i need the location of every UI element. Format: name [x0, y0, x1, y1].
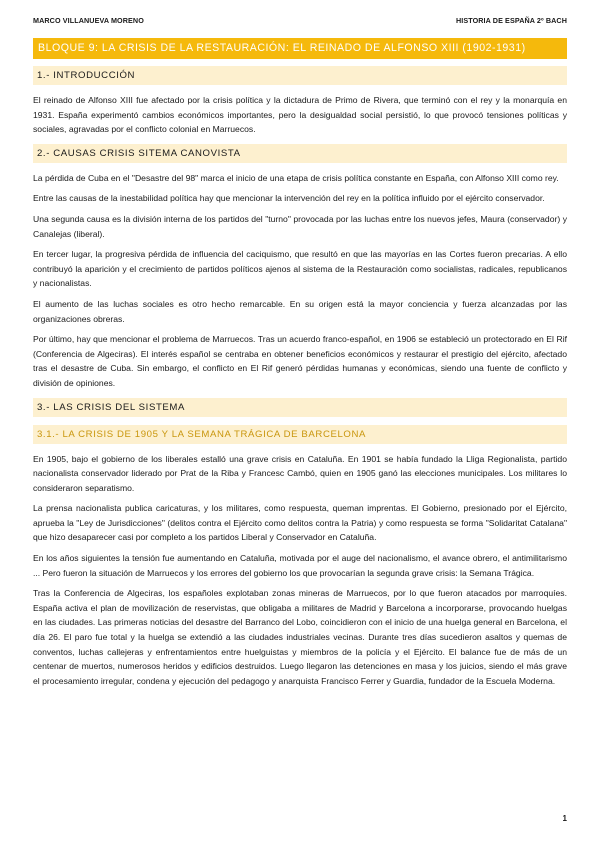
block-title: BLOQUE 9: LA CRISIS DE LA RESTAURACIÓN: EL REINADO DE ALFONSO XIII (1902-1931) — [33, 38, 567, 59]
paragraph: Entre las causas de la inestabilidad política hay que mencionar la intervención del rey en la política influido por el ejército conservador. — [33, 193, 545, 204]
page-number: 1 — [562, 814, 567, 823]
paragraph: La pérdida de Cuba en el "Desastre del 98" marca el inicio de una etapa de crisis política constante en España, con Alfonso XIII como rey. — [33, 172, 559, 183]
paragraph: En los años siguientes la tensión fue aumentando en Cataluña, motivada por el auge del nacionalismo, el avance obrero, el antimilitarismo ... Pero fueron la situación de Marruecos y los errores del gobierno los que provocarían la segunda grave crisis: la Semana Trágica. — [33, 553, 567, 578]
author-name: MARCO VILLANUEVA MORENO — [33, 16, 144, 25]
running-header — [33, 16, 567, 25]
paragraph: La prensa nacionalista publica caricaturas, y los militares, como respuesta, queman imprentas. El Gobierno, presionado por el Ejército, aprueba la "Ley de Jurisdicciones" (delitos contra el Ejército como delitos contra la Patria) y como respuesta se forma "Solidaritat Catalana" que hizo desaparecer casi por completo a los partidos Liberal y Conservador en Cataluña. — [33, 503, 567, 543]
paragraph: En tercer lugar, la progresiva pérdida de influencia del caciquismo, que resultó en que las mayorías en las Cortes fueron precarias. A ello contribuyó la aparición y el crecimiento de partidos políticos ajenos al sistema de la Restauración como socialistas, radicales, republicanos y nacionalistas. — [33, 249, 567, 289]
paragraph: El aumento de las luchas sociales es otro hecho remarcable. En su origen está la mayor conciencia y fuerza alcanzadas por las organizaciones obreras. — [33, 298, 567, 324]
paragraph: Una segunda causa es la división interna de los partidos del "turno" provocada por las luchas entre los nuevos jefes, Maura (conservador) y Canalejas (liberal). — [33, 213, 567, 239]
paragraph: Tras la Conferencia de Algeciras, los españoles explotaban zonas mineras de Marruecos, por lo que fueron atacados por marroquíes. España activa el plan de movilización de reservistas, que obligaba a militares de Madrid y Barcelona a incorporarse, provocando huelgas en las ciudades. Las primeras noticias del desastre del Barranco del Lobo, coincidieron con el inicio de una huelga general en Barcelona, el día 26. El paro fue total y la huelga se extendió a las ciudades industriales vecinas. Durante tres días sucedieron asaltos y quemas de conventos, luchas callejeras y enfrentamientos entre huelguistas y miembros de la policía y el Ejército. El balance fue de más de un centenar de muertos, numerosos heridos y edificios destruidos. Luego llegaron las detenciones en masa y los juicios, siendo el más grave el procesamiento irregular, condena y ejecución del pedagogo y anarquista Francisco Ferrer y Guardia, fundador de la Escuela Moderna. — [33, 588, 567, 686]
paragraph: Por último, hay que mencionar el problema de Marruecos. Tras un acuerdo franco-español, en 1906 se estableció un protectorado en El Rif (Conferencia de Algeciras). El interés español se centraba en obtener beneficios económicos y restaurar el prestigio del ejército, afectado tras el desastre de Cuba. Sin embargo, el conflicto en El Rif generó pérdidas humanas y económicas, siendo una fuente de conflicto y división de opiniones. — [33, 334, 567, 388]
paragraph: El reinado de Alfonso XIII fue afectado por la crisis política y la dictadura de Primo de Rivera, que terminó con el rey y la monarquía en 1931. España experimentó cambios económicos importantes, pero la desigualdad social persistió, lo que provocó tensiones políticas y sociales, agravadas por el conflicto colonial en Marruecos. — [33, 95, 567, 135]
section-heading-crisis-sistema: 3.- LAS CRISIS DEL SISTEMA — [33, 398, 567, 417]
document-body — [33, 38, 567, 688]
course-name: HISTORIA DE ESPAÑA 2º BACH — [455, 16, 567, 25]
paragraph: En 1905, bajo el gobierno de los liberales estalló una grave crisis en Cataluña. En 1901 se había fundado la Lliga Regionalista, partido nacionalista conservador liderado por Prat de la Riba y Francesc Cambó, quien en 1905 ganó las elecciones municipales. Los militares lo consideraron separatismo. — [33, 453, 567, 493]
section-heading-introduccion: 1.- INTRODUCCIÓN — [33, 66, 567, 85]
section-heading-causas: 2.- CAUSAS CRISIS SITEMA CANOVISTA — [33, 144, 567, 163]
subsection-heading-crisis-1905: 3.1.- LA CRISIS DE 1905 Y LA SEMANA TRÁGICA DE BARCELONA — [33, 425, 567, 444]
